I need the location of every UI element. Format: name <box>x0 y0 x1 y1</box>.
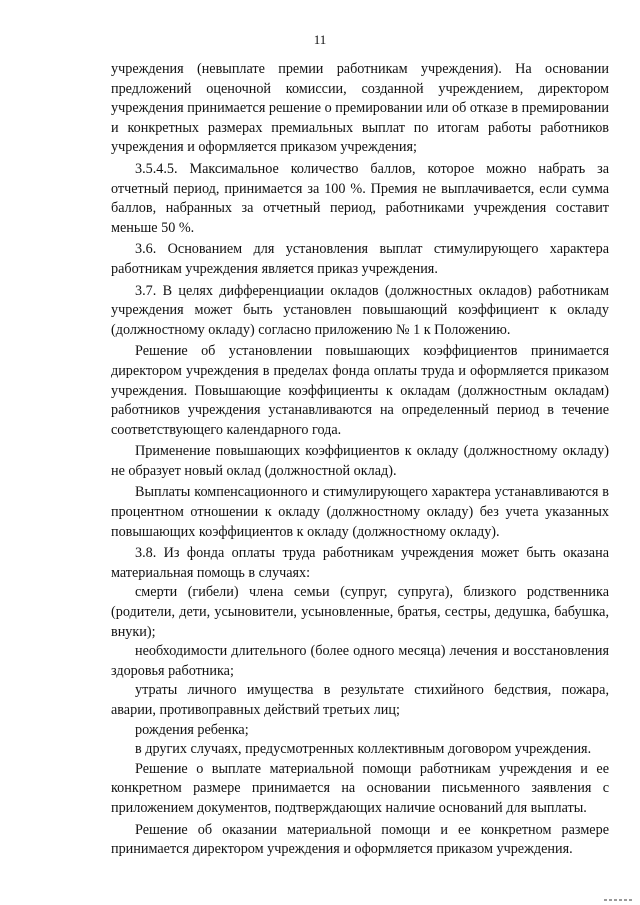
paragraph-aid-order: Решение об оказании материальной помощи и ее конкретном размере принимается директором учреждения и оформляется приказом учреждения. <box>111 821 609 858</box>
scan-artifact-mark <box>604 899 634 901</box>
paragraph-aid-application: Решение о выплате материальной помощи работникам учреждения и ее конкретном размере принимается на основании письменного заявления с приложением документов, подтверждающих наличие оснований для выплаты. <box>111 760 609 816</box>
list-item-property-loss: утраты личного имущества в результате стихийного бедствия, пожара, аварии, противоправных действий третьих лиц; <box>111 682 609 718</box>
list-item-childbirth: рождения ребенка; <box>135 721 249 738</box>
paragraph-coefficient-application: Применение повышающих коэффициентов к окладу (должностному окладу) не образует новый оклад (должностной оклад). <box>111 443 609 479</box>
paragraph-3-7: 3.7. В целях дифференциации окладов (должностных окладов) работникам учреждения может быть установлен повышающий коэффициент к окладу (должностному окладу) согласно приложению № 1 к Положению. <box>111 282 609 338</box>
paragraph-3-6: 3.6. Основанием для установления выплат стимулирующего характера работникам учреждения является приказ учреждения. <box>111 241 609 277</box>
page-number: 11 <box>313 32 327 47</box>
paragraph-3-5-4-5: 3.5.4.5. Максимальное количество баллов, которое можно набрать за отчетный период, принимается за 100 %. Премия не выплачивается, если сумма баллов, набранных за отчетный период, работниками учреждения составит меньше 50 %. <box>111 160 609 236</box>
list-item-treatment: необходимости длительного (более одного месяца) лечения и восстановления здоровья работника; <box>111 643 609 679</box>
paragraph-payments-percentage: Выплаты компенсационного и стимулирующего характера устанавливаются в процентном отношении к окладу (должностному окладу) без учета указанных повышающих коэффициентов к окладу (должностному окладу). <box>111 484 609 540</box>
paragraph-premium-decision: учреждения (невыплате премии работникам учреждения). На основании предложений оценочной комиссии, созданной учреждением, директором учреждения принимается решение о премировании или об отказе в премировании и конкретных размерах премиальных выплат по итогам работы работников учреждения и оформляется приказом учреждения; <box>111 61 609 156</box>
list-item-death: смерти (гибели) члена семьи (супруг, супруга), близкого родственника (родители, дети, усыновители, усыновленные, братья, сестры, дедушка, бабушка, внуки); <box>111 584 609 640</box>
list-item-other-cases: в других случаях, предусмотренных коллективным договором учреждения. <box>135 741 592 758</box>
document-body <box>111 60 609 860</box>
paragraph-coefficient-decision: Решение об установлении повышающих коэффициентов принимается директором учреждения в пределах фонда оплаты труда и оформляется приказом учреждения. Повышающие коэффициенты к окладам (должностным окладам) работников учреждения устанавливаются на определенный период в течение соответствующего календарного года. <box>111 343 609 438</box>
paragraph-3-8: 3.8. Из фонда оплаты труда работникам учреждения может быть оказана материальная помощь в случаях: <box>111 545 609 581</box>
